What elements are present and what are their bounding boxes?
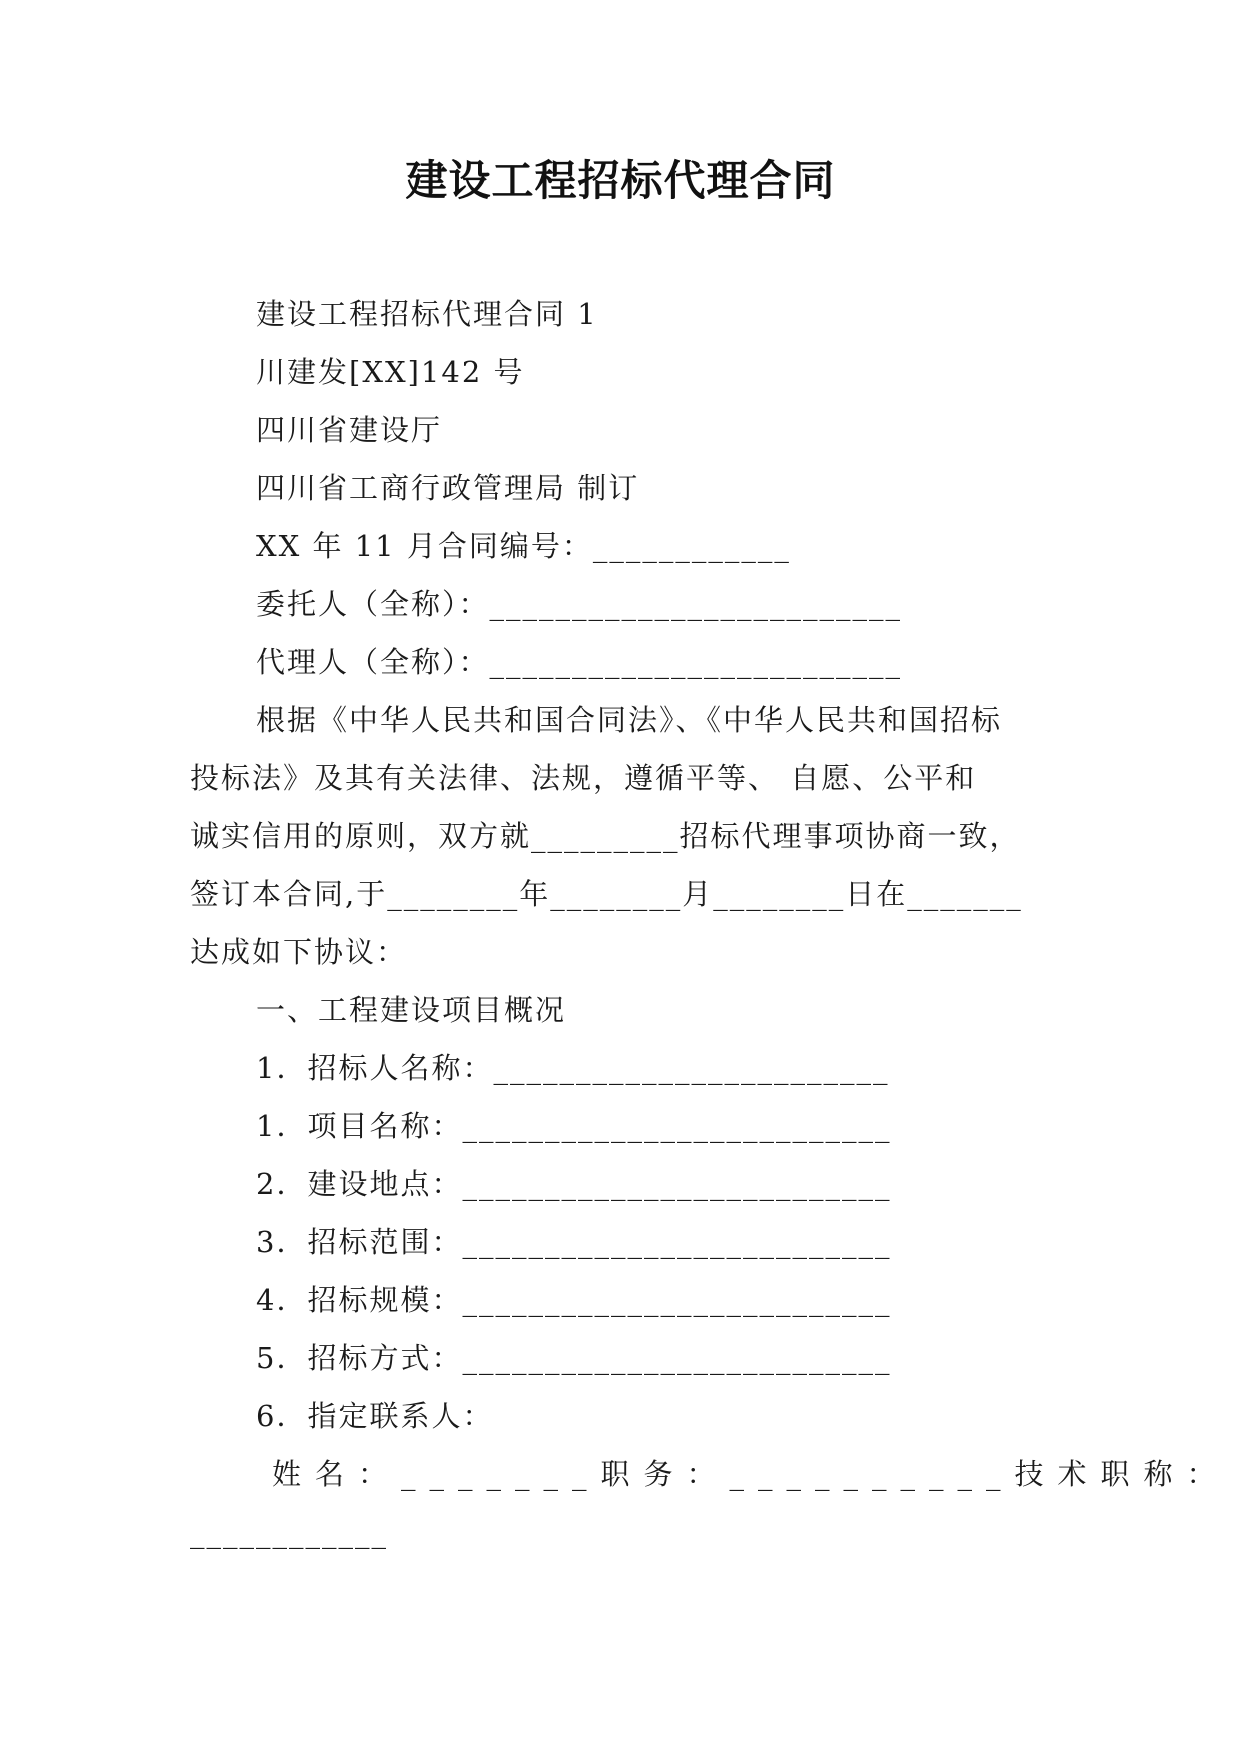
subtitle-line: 建设工程招标代理合同 1 — [256, 297, 598, 331]
section-item: 1．招标人名称：________________________ — [256, 1051, 890, 1085]
issuer-line: 四川省工商行政管理局 制订 — [256, 471, 640, 505]
page-title: 建设工程招标代理合同 — [405, 156, 836, 205]
paragraph-line: 达成如下协议： — [190, 935, 408, 969]
section-item: 5．招标方式：__________________________ — [256, 1341, 892, 1375]
paragraph-line: 投标法》及其有关法律、法规，遵循平等、 自愿、公平和 — [190, 761, 977, 795]
section-item: 4．招标规模：__________________________ — [256, 1283, 892, 1317]
section-item: 2．建设地点：__________________________ — [256, 1167, 892, 1201]
section-item: 3．招标范围：__________________________ — [256, 1225, 892, 1259]
document-number-line: 川建发[XX]142 号 — [256, 355, 525, 389]
section-item: 6．指定联系人： — [256, 1399, 494, 1433]
paragraph-line: 签订本合同,于________年________月________日在_______ — [190, 877, 1023, 911]
section-heading: 一、工程建设项目概况 — [256, 993, 567, 1027]
contract-number-line: XX 年 11 月合同编号：____________ — [256, 529, 791, 563]
paragraph-line: 根据《中华人民共和国合同法》、《中华人民共和国招标 — [256, 703, 1003, 737]
contact-tail-line: ____________ — [190, 1515, 388, 1549]
contact-line: 姓名：_______职务：__________技术职称： — [272, 1457, 1230, 1491]
section-item: 1．项目名称：__________________________ — [256, 1109, 892, 1143]
paragraph-line: 诚实信用的原则，双方就_________招标代理事项协商一致， — [190, 819, 1021, 853]
issuer-line: 四川省建设厅 — [256, 413, 443, 447]
agent-line: 代理人（全称）：_________________________ — [256, 645, 903, 679]
principal-line: 委托人（全称）：_________________________ — [256, 587, 903, 621]
